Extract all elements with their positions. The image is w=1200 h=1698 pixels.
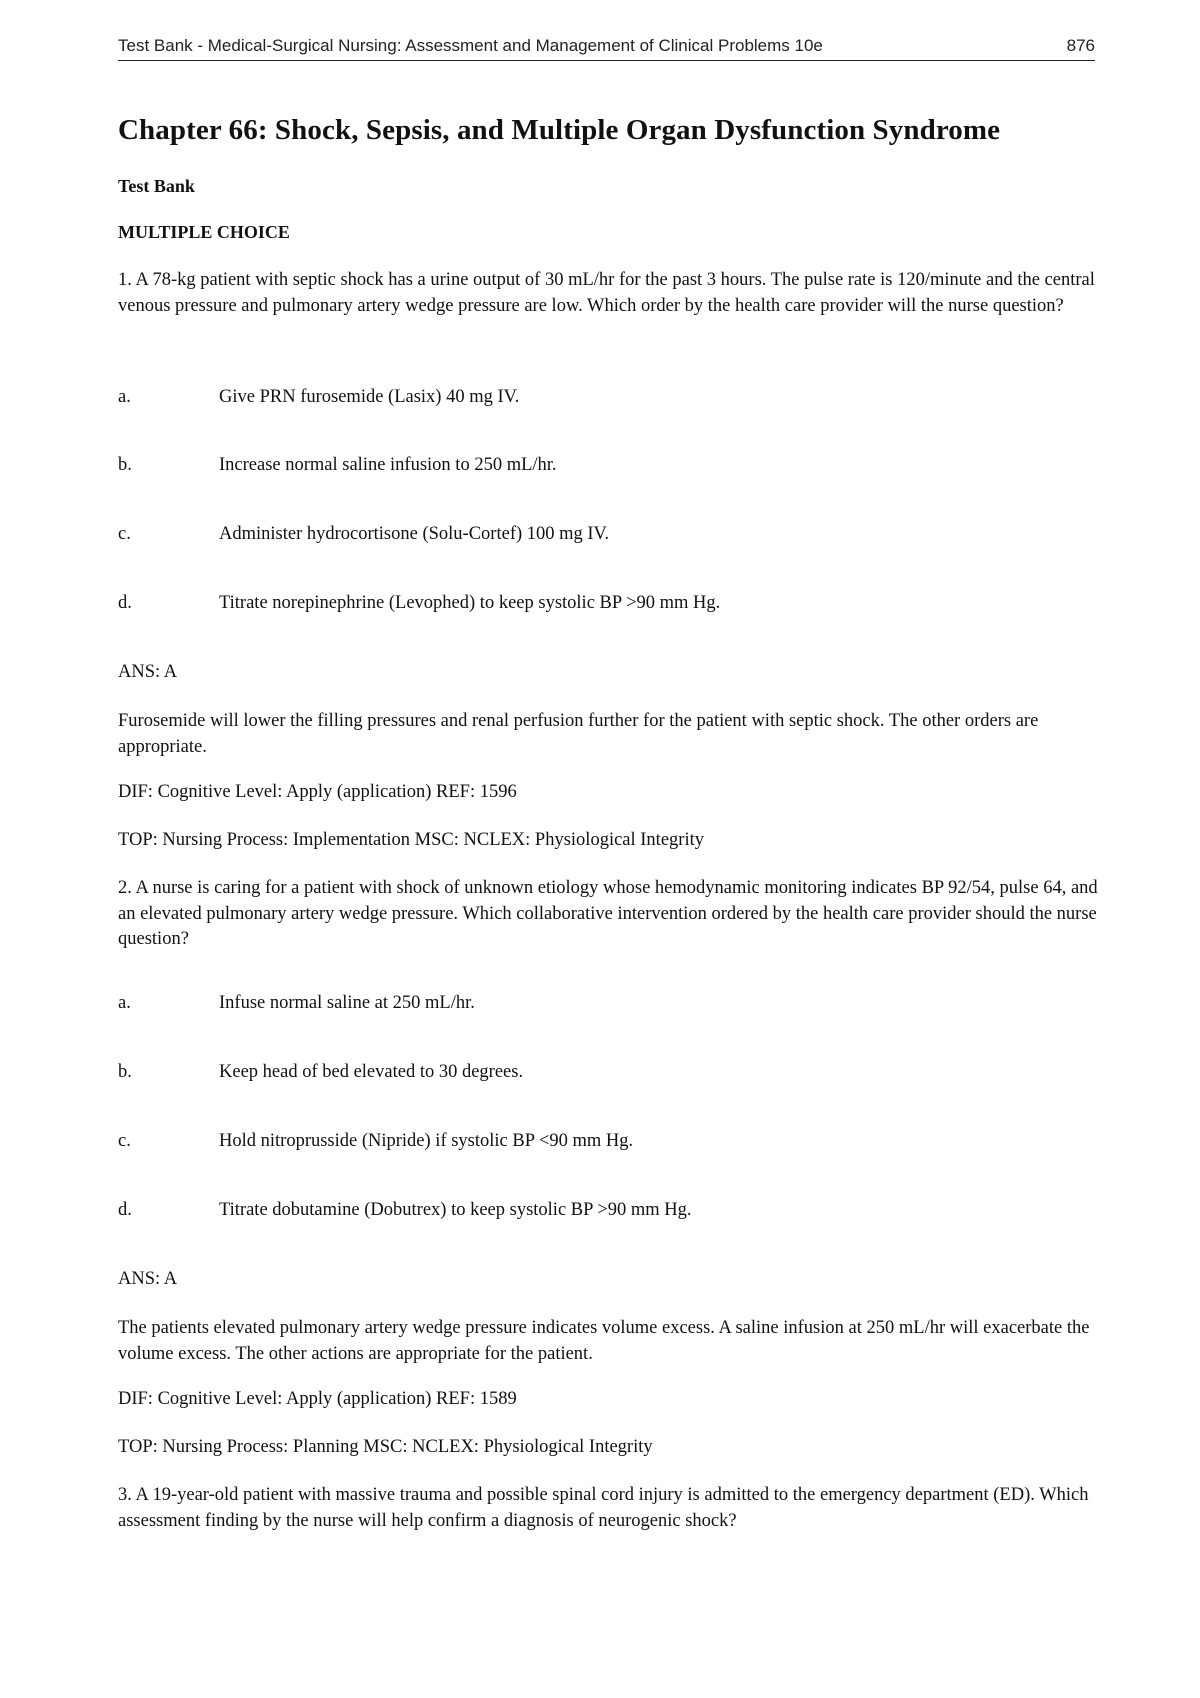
q2-option-b-letter: b. [118, 1062, 132, 1082]
question-2-dif: DIF: Cognitive Level: Apply (application) REF: 1589 [118, 1389, 517, 1409]
q1-option-c-text: Administer hydrocortisone (Solu-Cortef) 100 mg IV. [219, 524, 610, 544]
q2-option-d-text: Titrate dobutamine (Dobutrex) to keep systolic BP >90 mm Hg. [219, 1200, 692, 1220]
q1-option-c-letter: c. [118, 524, 131, 544]
question-1-topic: TOP: Nursing Process: Implementation MSC: NCLEX: Physiological Integrity [118, 830, 704, 850]
question-1-answer: ANS: A [118, 662, 178, 682]
page-number: 876 [1066, 36, 1095, 55]
question-3-stem: 3. A 19-year-old patient with massive trauma and possible spinal cord injury is admitted to the emergency department (ED). Which assessment finding by the nurse will help confirm a diagnosis of neurogenic shock? [118, 1485, 1089, 1531]
q2-option-c-text: Hold nitroprusside (Nipride) if systolic BP <90 mm Hg. [219, 1131, 634, 1151]
subsection-label: MULTIPLE CHOICE [118, 222, 290, 242]
question-2-rationale: The patients elevated pulmonary artery wedge pressure indicates volume excess. A saline infusion at 250 mL/hr will exacerbate the volume excess. The other actions are appropriate for the patient. [118, 1318, 1090, 1364]
q2-option-d-letter: d. [118, 1200, 132, 1220]
q2-option-c-letter: c. [118, 1131, 131, 1151]
q1-option-d-letter: d. [118, 593, 132, 613]
question-1-rationale: Furosemide will lower the filling pressures and renal perfusion further for the patient with septic shock. The other orders are appropriate. [118, 711, 1039, 757]
question-1-dif: DIF: Cognitive Level: Apply (application) REF: 1596 [118, 782, 517, 802]
question-2-topic: TOP: Nursing Process: Planning MSC: NCLEX: Physiological Integrity [118, 1437, 653, 1457]
section-label: Test Bank [118, 176, 195, 196]
q2-option-b-text: Keep head of bed elevated to 30 degrees. [219, 1062, 524, 1082]
q1-option-d-text: Titrate norepinephrine (Levophed) to keep systolic BP >90 mm Hg. [219, 593, 721, 613]
question-2-stem: 2. A nurse is caring for a patient with shock of unknown etiology whose hemodynamic monitoring indicates BP 92/54, pulse 64, and an elevated pulmonary artery wedge pressure. Which collaborative intervention ordered by the health care provider should the nurse question? [118, 878, 1098, 949]
q1-option-b-text: Increase normal saline infusion to 250 mL/hr. [219, 455, 557, 475]
q1-option-b-letter: b. [118, 455, 132, 475]
question-2-answer: ANS: A [118, 1269, 178, 1289]
header-title: Test Bank - Medical-Surgical Nursing: Assessment and Management of Clinical Problems 10e [118, 36, 823, 55]
q2-option-a-text: Infuse normal saline at 250 mL/hr. [219, 993, 475, 1013]
q1-option-a-text: Give PRN furosemide (Lasix) 40 mg IV. [219, 387, 520, 407]
chapter-title: Chapter 66: Shock, Sepsis, and Multiple Organ Dysfunction Syndrome [118, 114, 1001, 146]
running-header [118, 34, 1095, 61]
question-1-stem: 1. A 78-kg patient with septic shock has a urine output of 30 mL/hr for the past 3 hours. The pulse rate is 120/minute and the central venous pressure and pulmonary artery wedge pressure are low. Which order by the health care provider will the nurse question? [118, 270, 1095, 316]
q2-option-a-letter: a. [118, 993, 131, 1013]
q1-option-a-letter: a. [118, 387, 131, 407]
